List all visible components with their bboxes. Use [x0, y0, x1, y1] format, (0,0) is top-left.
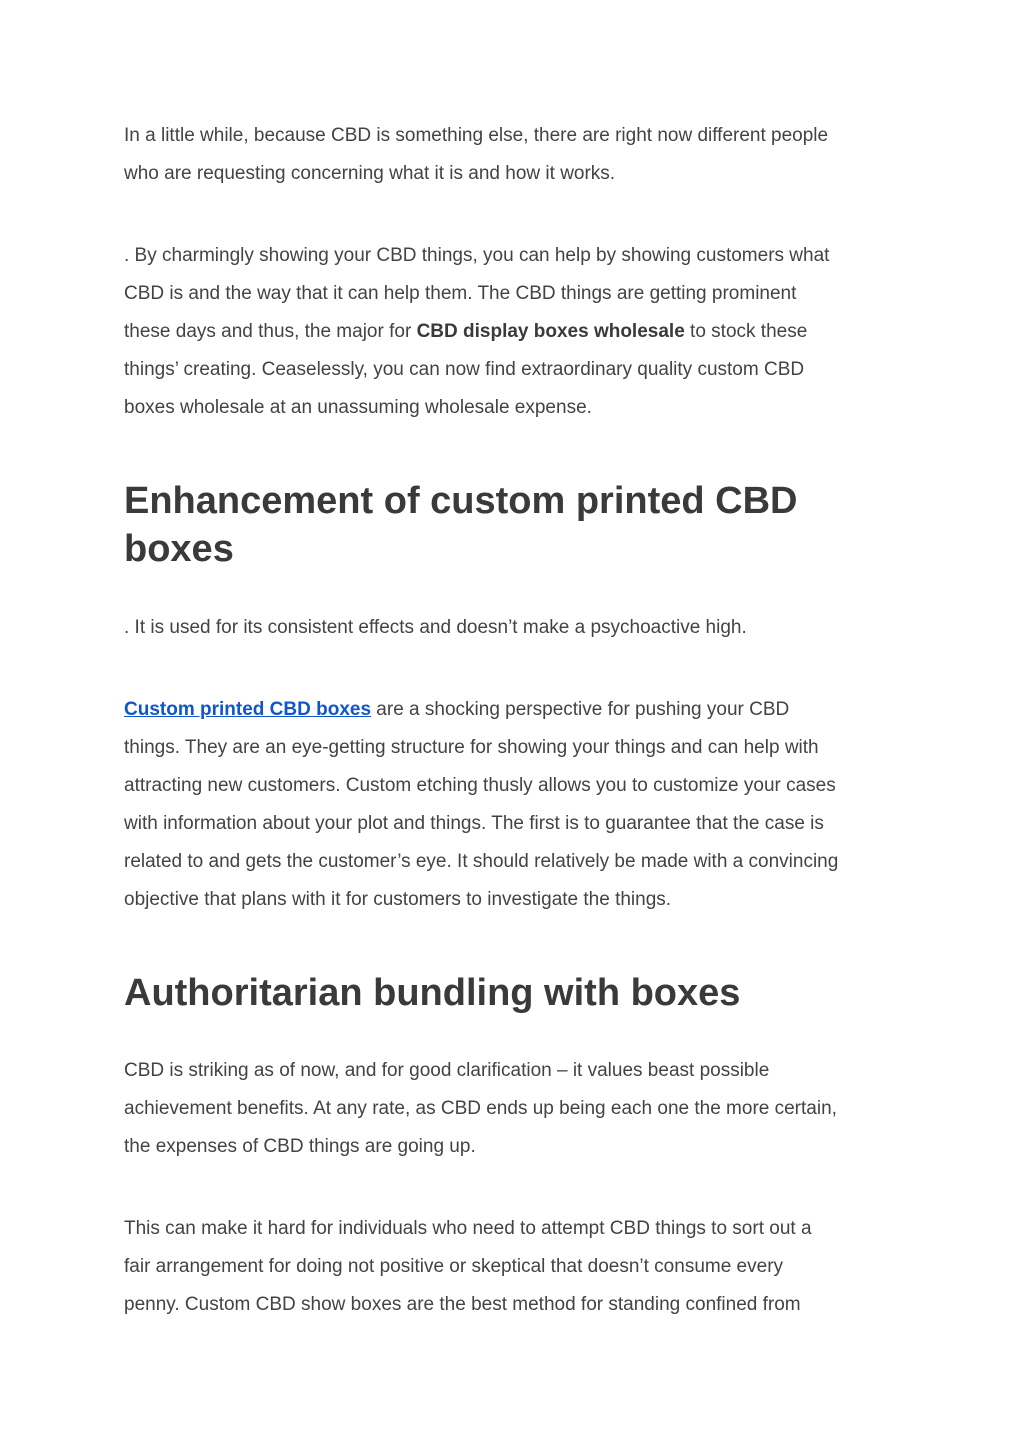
section-heading-authoritarian	[124, 969, 914, 1017]
affordability-paragraph	[124, 1210, 914, 1324]
paragraph-line: attracting new customers. Custom etching thusly allows you to customize your cases	[124, 775, 836, 796]
paragraph-line: In a little while, because CBD is something else, there are right now different people	[124, 125, 829, 146]
paragraph-line: . It is used for its consistent effects and doesn’t make a psychoactive high.	[124, 617, 747, 638]
paragraph-line: CBD is and the way that it can help them. The CBD things are getting prominent	[124, 283, 797, 304]
heading-line: boxes	[124, 528, 234, 570]
paragraph-line	[124, 691, 914, 729]
display-boxes-paragraph	[124, 237, 914, 427]
paragraph-line: things. They are an eye-getting structure for showing your things and can help with	[124, 737, 819, 758]
custom-printed-cbd-boxes-link[interactable]: Custom printed CBD boxes	[124, 699, 372, 720]
bold-keyword: CBD display boxes wholesale	[416, 321, 685, 342]
line-text: these days and thus, the major for	[124, 321, 417, 342]
paragraph-line: penny. Custom CBD show boxes are the best method for standing confined from	[124, 1294, 801, 1315]
effects-paragraph	[124, 609, 914, 647]
line-text: are a shocking perspective for pushing your CBD	[371, 699, 790, 720]
paragraph-line: CBD is striking as of now, and for good clarification – it values beast possible	[124, 1060, 770, 1081]
intro-paragraph	[124, 117, 914, 193]
striking-paragraph	[124, 1052, 914, 1166]
paragraph-line: with information about your plot and things. The first is to guarantee that the case is	[124, 813, 824, 834]
custom-printed-paragraph	[124, 691, 914, 919]
paragraph-line: things’ creating. Ceaselessly, you can now find extraordinary quality custom CBD	[124, 359, 805, 380]
section-heading-enhancement	[124, 477, 914, 573]
paragraph-line: achievement benefits. At any rate, as CBD ends up being each one the more certain,	[124, 1098, 837, 1119]
paragraph-line	[124, 313, 914, 351]
paragraph-line: objective that plans with it for customers to investigate the things.	[124, 889, 672, 910]
paragraph-line: boxes wholesale at an unassuming wholesale expense.	[124, 397, 592, 418]
line-text: to stock these	[684, 321, 808, 342]
heading-line: Authoritarian bundling with boxes	[124, 972, 741, 1014]
paragraph-line: fair arrangement for doing not positive or skeptical that doesn’t consume every	[124, 1256, 784, 1277]
paragraph-line: This can make it hard for individuals who need to attempt CBD things to sort out a	[124, 1218, 812, 1239]
paragraph-line: who are requesting concerning what it is and how it works.	[124, 163, 616, 184]
paragraph-line: . By charmingly showing your CBD things, you can help by showing customers what	[124, 245, 830, 266]
paragraph-line: related to and gets the customer’s eye. It should relatively be made with a convincing	[124, 851, 839, 872]
heading-line: Enhancement of custom printed CBD	[124, 480, 798, 522]
paragraph-line: the expenses of CBD things are going up.	[124, 1136, 476, 1157]
